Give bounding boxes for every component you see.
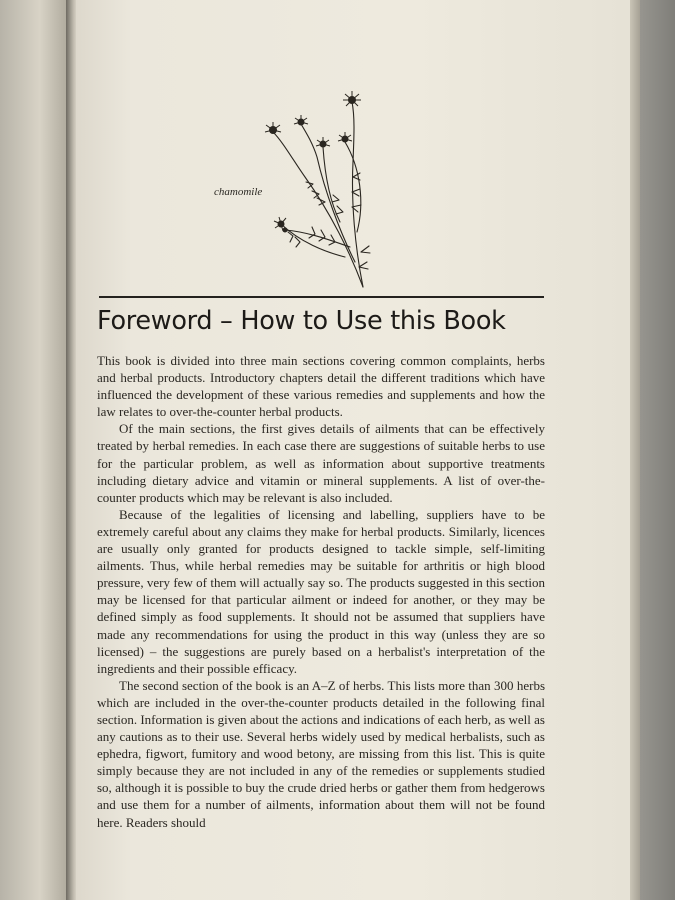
paragraph-1: This book is divided into three main sections covering common complaints, herbs and herbal products. Introductory chapters detail the different traditions which have influenced the development of these various remedies and supplements and how the law relates to over-the-counter herbal products.: [97, 353, 545, 420]
chamomile-sketch-icon: [255, 82, 385, 292]
illustration-caption: chamomile: [214, 186, 263, 198]
background-surface: [640, 0, 675, 900]
paragraph-2: Of the main sections, the first gives details of ailments that can be effectively treated by herbal remedies. In each case there are suggestions of suitable herbs to use for the particular problem, as well as information about supportive treatments including dietary advice and vitamin or mineral supplements. A list of over-the-counter products which may be relevant is also included.: [97, 421, 545, 505]
paragraph-3: Because of the legalities of licensing and labelling, suppliers have to be extremely careful about any claims they make for herbal products. Similarly, licences are usually only granted for products designed to tackle simple, self-limiting ailments. Thus, while herbal remedies may be suitable for arthritis or high blood pressure, very few of them will actually say so. The products suggested in this section may be licensed for that particular ailment or indeed for another, or they may be defined simply as food supplements. It should not be assumed that suppliers have made any recommendations for using the product in this way (unless they are so licensed) – the suggestions are purely based on a herbalist's interpretation of the ingredients and their possible efficacy.: [97, 506, 545, 676]
page-title: Foreword – How to Use this Book: [97, 306, 506, 336]
page-edge: [630, 0, 640, 900]
facing-page: [0, 0, 72, 900]
heading-rule: [99, 296, 544, 298]
body-text: [97, 352, 545, 831]
paragraph-4: The second section of the book is an A–Z of herbs. This lists more than 300 herbs which are included in the over-the-counter products detailed in the following final section. Information is given about the actions and indications of each herb, as well as any cautions as to their use. Several herbs widely used by medical herbalists, such as ephedra, figwort, fumitory and wood betony, are missing from this list. This is quite simply because they are not included in any of the remedies or supplements studied so, although it is possible to buy the crude dried herbs or gather them from hedgerows and use them for a number of ailments, information about them will not be found here. Readers should: [97, 677, 545, 830]
